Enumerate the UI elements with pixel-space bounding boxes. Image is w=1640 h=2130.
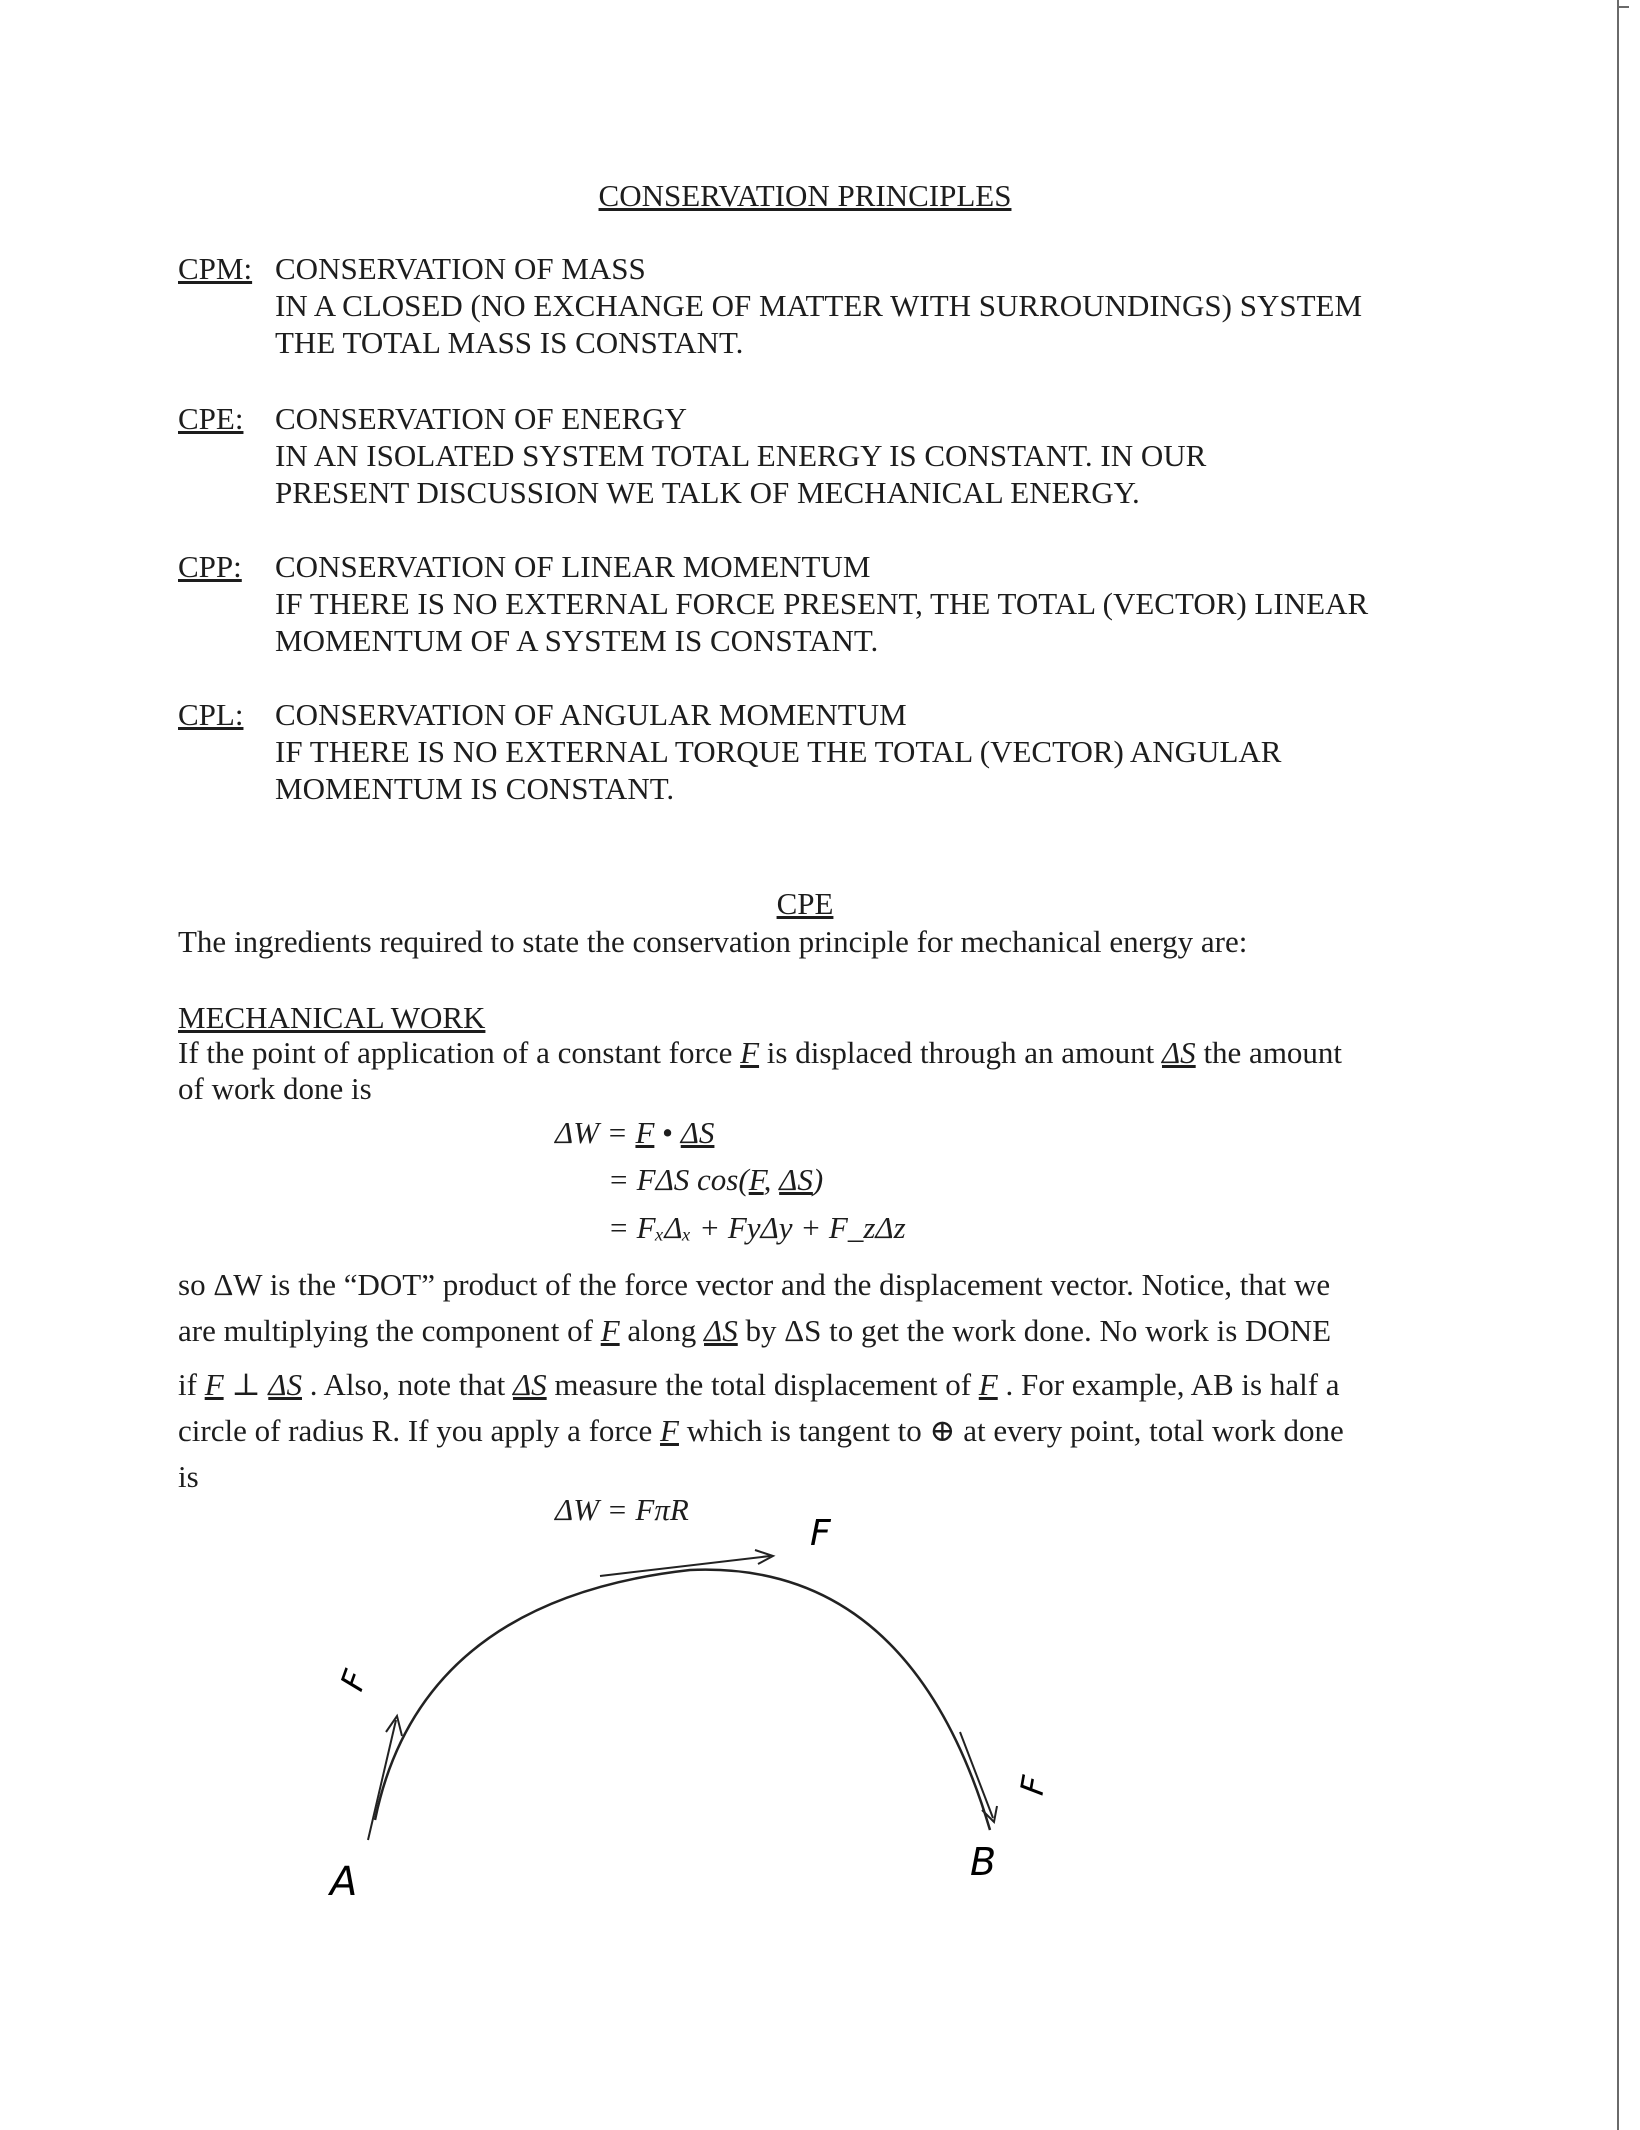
intro-text: The ingredients required to state the conservation principle for mechanical energy are: (178, 924, 1248, 959)
scan-edge-line (1617, 0, 1619, 2130)
equation-dot-product: ΔW = F • ΔS (555, 1115, 715, 1150)
principle-line: IN A CLOSED (NO EXCHANGE OF MATTER WITH SURROUNDINGS) SYSTEM (275, 288, 1363, 323)
force-label-top: F (810, 1513, 831, 1554)
principle-code: CPM: (178, 251, 253, 286)
semicircle-diagram (300, 1500, 1200, 1920)
principle-cpe (178, 400, 1458, 511)
principle-line: CONSERVATION OF LINEAR MOMENTUM (275, 549, 871, 584)
principle-line: IF THERE IS NO EXTERNAL FORCE PRESENT, THE TOTAL (VECTOR) LINEAR (275, 586, 1369, 621)
principle-cpl (178, 696, 1458, 807)
principle-cpp (178, 548, 1458, 659)
principle-line: IN AN ISOLATED SYSTEM TOTAL ENERGY IS CONSTANT. IN OUR (275, 438, 1207, 473)
force-label-a: F (332, 1665, 375, 1696)
principle-line: IF THERE IS NO EXTERNAL TORQUE THE TOTAL (VECTOR) ANGULAR (275, 734, 1282, 769)
principle-line: PRESENT DISCUSSION WE TALK OF MECHANICAL ENERGY. (275, 475, 1140, 510)
scan-edge-tick (1617, 6, 1629, 8)
section-title: MECHANICAL WORK (178, 1000, 486, 1035)
principle-line: MOMENTUM OF A SYSTEM IS CONSTANT. (275, 623, 879, 658)
principle-code: CPE: (178, 401, 244, 436)
force-vector-b (960, 1732, 993, 1818)
page-title: CONSERVATION PRINCIPLES (598, 178, 1012, 213)
dot-product-paragraph: so ΔW is the “DOT” product of the force vector and the displacement vector. Notice, that we are multiplying the component of F along ΔS by ΔS to get the work done. No work is DONE if F ⊥ ΔS . Also, note that ΔS measure the total displacement of F . For example, AB is half a circle of radius R. If you apply a force F which is tangent to ⊕ at every point, total work done is (178, 1267, 1344, 1494)
principle-line: CONSERVATION OF MASS (275, 251, 646, 286)
work-definition-paragraph: If the point of application of a constant force F is displaced through an amount ΔS the amount of work done is (178, 1035, 1343, 1106)
equation-cosine-form: = FΔS cos(F, ΔS) (608, 1162, 824, 1197)
semicircle-arc (375, 1570, 990, 1830)
principle-line: CONSERVATION OF ANGULAR MOMENTUM (275, 697, 907, 732)
principle-line: CONSERVATION OF ENERGY (275, 401, 688, 436)
point-b-label: B (970, 1840, 997, 1884)
vector-f: F (740, 1035, 760, 1070)
principle-line: MOMENTUM IS CONSTANT. (275, 771, 675, 806)
cpe-heading: CPE (776, 886, 834, 921)
force-vector-a (368, 1720, 396, 1840)
equation-result: ΔW = FπR (555, 1492, 689, 1527)
principle-code: CPL: (178, 697, 244, 732)
equation-component-form: = FₓΔₓ + FyΔy + F_zΔz (608, 1210, 906, 1245)
vector-delta-s: ΔS (1161, 1035, 1196, 1070)
principle-line: THE TOTAL MASS IS CONSTANT. (275, 325, 744, 360)
force-label-b: F (1012, 1773, 1054, 1798)
principle-code: CPP: (178, 549, 242, 584)
principle-cpm (178, 250, 1458, 361)
point-a-label: A (330, 1859, 358, 1905)
